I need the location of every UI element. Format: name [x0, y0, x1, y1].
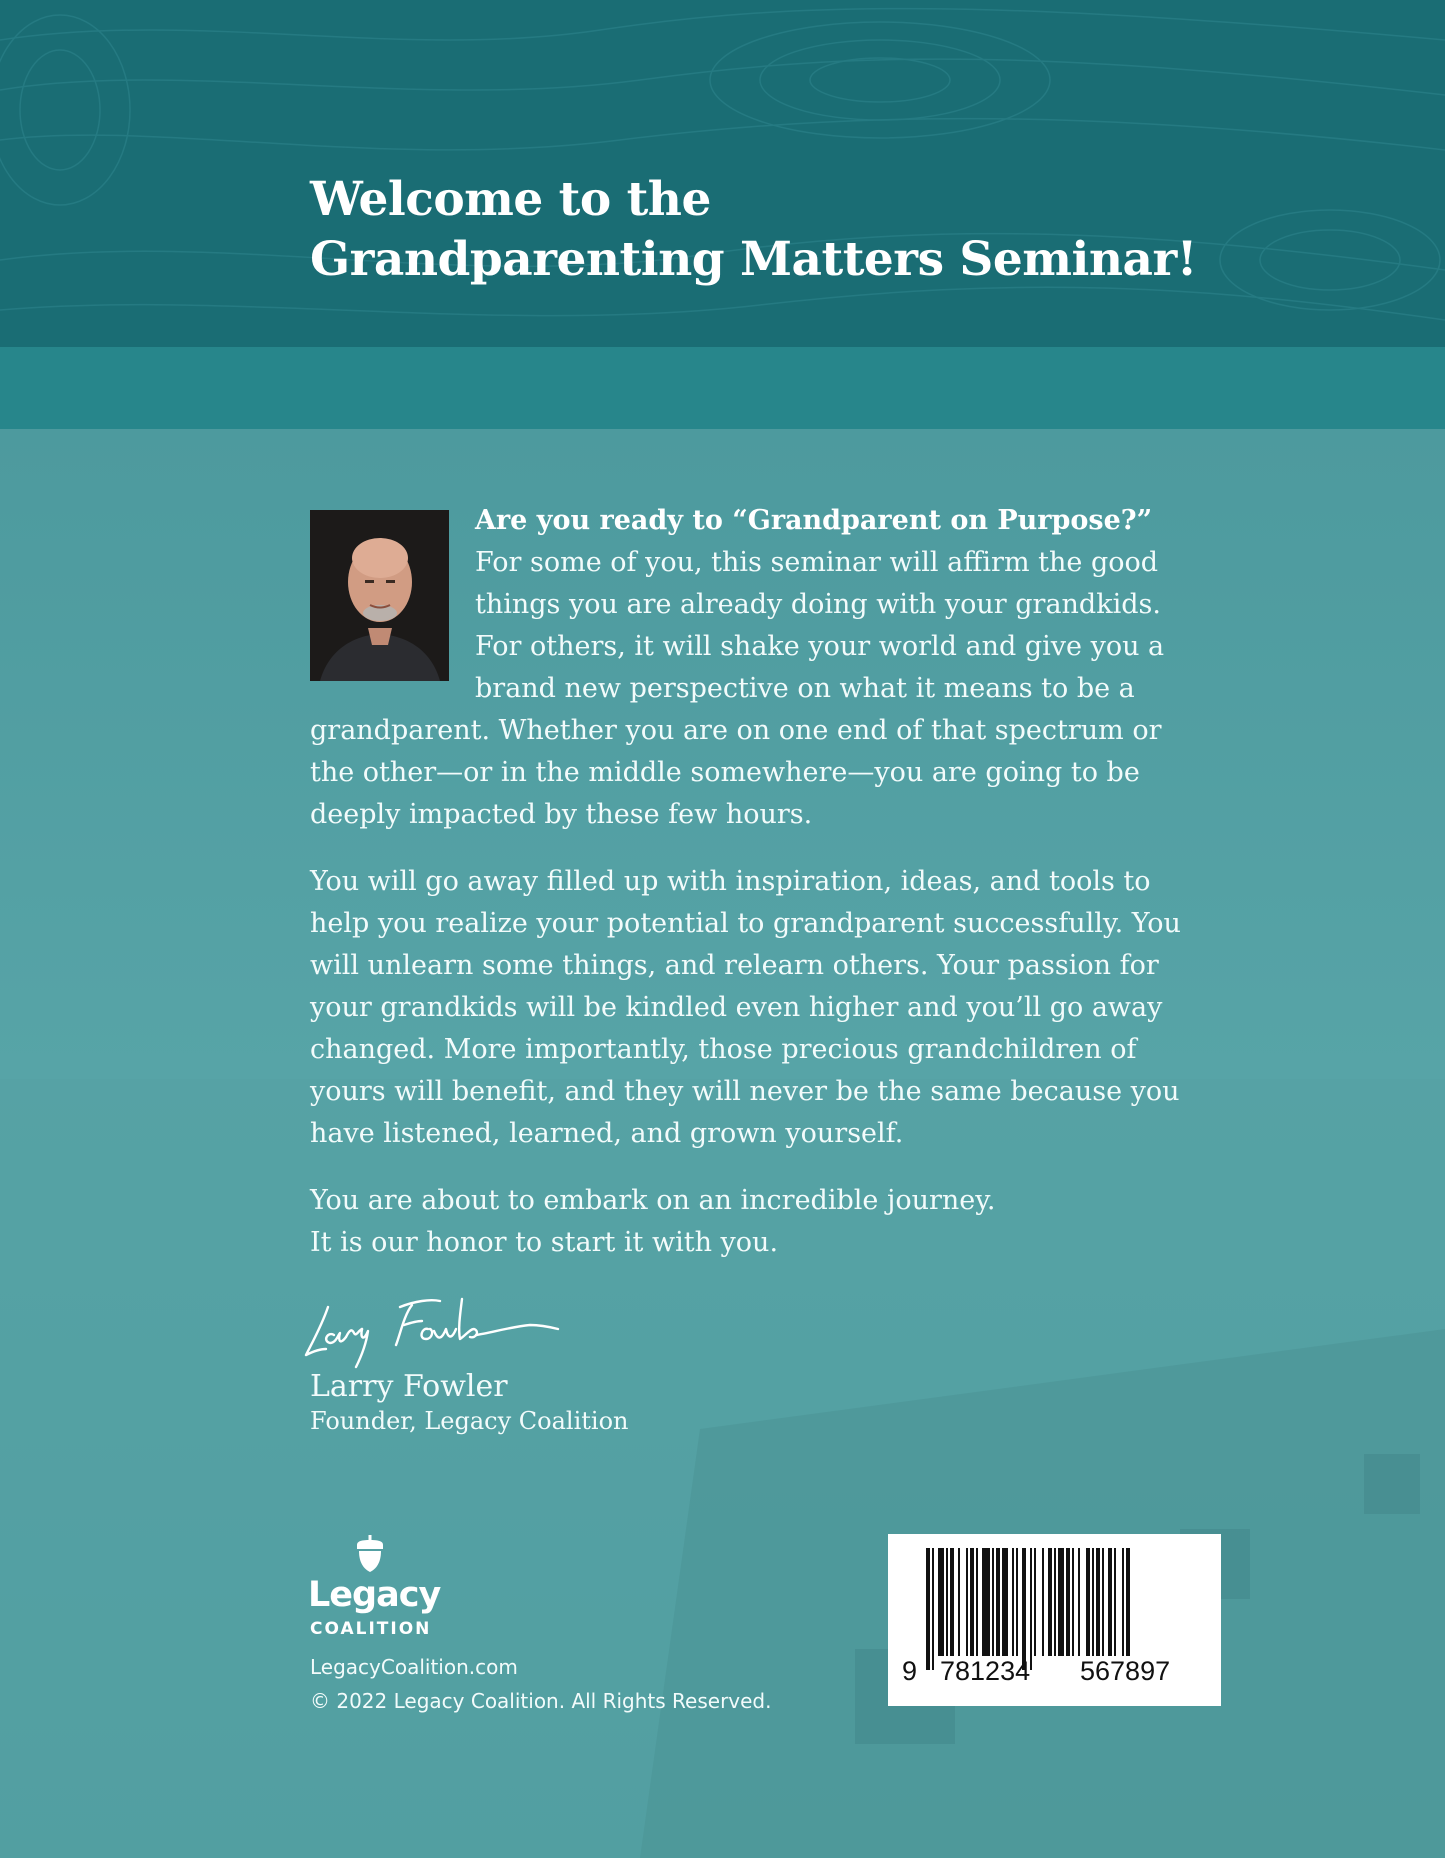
isbn-barcode — [888, 1534, 1221, 1706]
barcode-bar — [1042, 1548, 1044, 1656]
barcode-bar — [976, 1548, 978, 1656]
barcode-bar — [938, 1548, 944, 1656]
barcode-bar — [1054, 1548, 1056, 1656]
closing-line-1: You are about to embark on an incredible journey. — [310, 1185, 996, 1216]
intro-letter — [310, 500, 1190, 1289]
barcode-digits-left: 781234 — [940, 1656, 1031, 1686]
signer-role: Founder, Legacy Coalition — [310, 1407, 629, 1435]
intro-paragraph-1-text: For some of you, this seminar will affirm the good things you are already doing with your grandkids. For others, it will shake your world and give you a brand new perspective on what it means to be a grandparent. Whether you are on one end of that spectrum or the other—or in the middle somewhere—you are going to be deeply impacted by these few hours. — [310, 547, 1165, 830]
header-band — [0, 0, 1445, 347]
logo-word: Legacy — [308, 1575, 441, 1615]
page-title — [310, 170, 1197, 290]
barcode-bar — [966, 1548, 968, 1656]
footer — [310, 1650, 771, 1718]
barcode-bar — [950, 1548, 954, 1656]
signer-name: Larry Fowler — [310, 1369, 508, 1404]
barcode-digit-first: 9 — [902, 1656, 918, 1686]
barcode-bar — [926, 1548, 930, 1670]
header-strip — [0, 347, 1445, 429]
barcode-bar — [996, 1548, 1000, 1656]
barcode-bar — [1016, 1548, 1018, 1656]
barcode-digits-right: 567897 — [1080, 1656, 1171, 1686]
website-link[interactable]: LegacyCoalition.com — [310, 1655, 518, 1679]
barcode-bar — [946, 1548, 948, 1656]
intro-paragraph-1 — [310, 500, 1190, 836]
author-portrait — [310, 510, 449, 681]
title-line-2: Grandparenting Matters Seminar! — [310, 232, 1197, 287]
barcode-bar — [1034, 1548, 1036, 1656]
title-line-1: Welcome to the — [310, 172, 711, 227]
barcode-bar — [1002, 1548, 1008, 1656]
barcode-bar — [1102, 1548, 1104, 1656]
barcode-bar — [1012, 1548, 1014, 1656]
intro-lead: Are you ready to “Grandparent on Purpose?” — [475, 505, 1153, 536]
barcode-bar — [1108, 1548, 1112, 1656]
barcode-bar — [970, 1548, 974, 1656]
barcode-bar — [932, 1548, 934, 1670]
signature-block — [300, 1285, 629, 1435]
barcode-digits — [902, 1656, 1207, 1686]
logo-subtitle: COALITION — [310, 1619, 432, 1639]
barcode-bar — [1096, 1548, 1100, 1656]
handwritten-signature — [300, 1285, 570, 1370]
barcode-bar — [1058, 1548, 1064, 1656]
barcode-bar — [1122, 1548, 1124, 1656]
barcode-bar — [1066, 1548, 1070, 1656]
intro-paragraph-2: You will go away filled up with inspiration, ideas, and tools to help you realize your potential to grandparent successfully. You will unlearn some things, and relearn others. Your passion for your grandkids will be kindled even higher and you’ll go away changed. More importantly, those precious grandchildren of yours will benefit, and they will never be the same because you have listened, learned, and grown yourself. — [310, 866, 1181, 1149]
barcode-bar — [1022, 1548, 1026, 1670]
barcode-bar — [1126, 1548, 1130, 1656]
barcode-bar — [1048, 1548, 1052, 1656]
acorn-icon — [354, 1535, 386, 1573]
barcode-bar — [992, 1548, 994, 1656]
barcode-bar — [1030, 1548, 1032, 1670]
barcode-bar — [1072, 1548, 1074, 1656]
barcode-bar — [1086, 1548, 1090, 1656]
barcode-bar — [1114, 1548, 1116, 1656]
intro-closing — [310, 1180, 1190, 1264]
barcode-bar — [1078, 1548, 1080, 1656]
barcode-bar — [1092, 1548, 1094, 1656]
copyright: © 2022 Legacy Coalition. All Rights Reserved. — [310, 1689, 772, 1713]
barcode-bar — [958, 1548, 960, 1656]
barcode-bar — [982, 1548, 990, 1656]
closing-line-2: It is our honor to start it with you. — [310, 1227, 779, 1258]
